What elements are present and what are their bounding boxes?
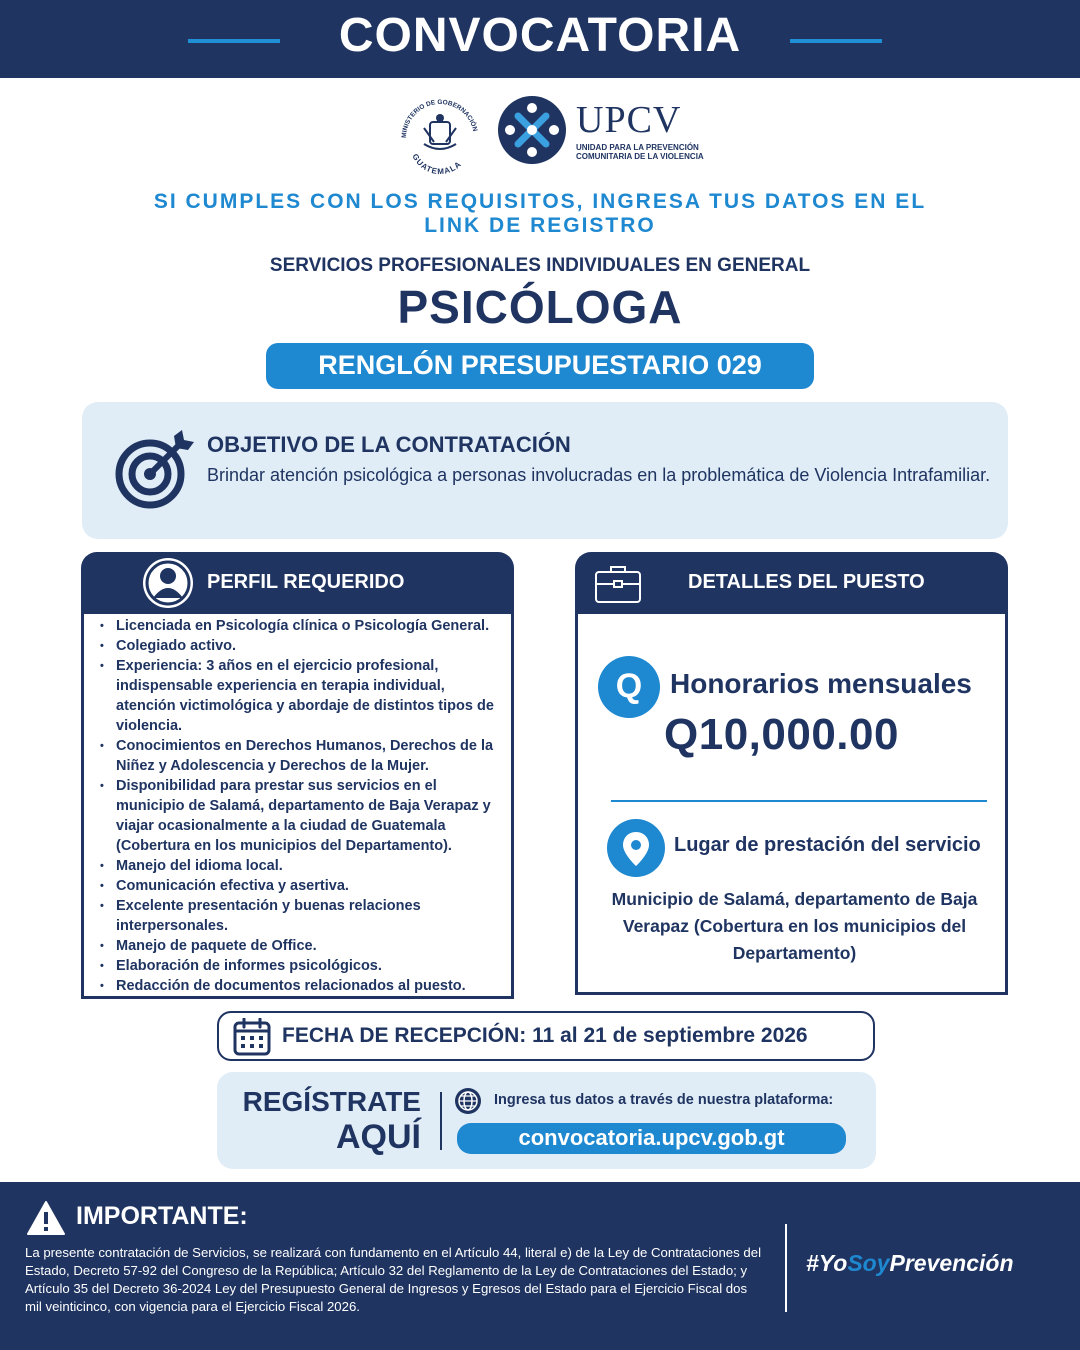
profile-item: • Experiencia: 3 años en el ejercicio profesional, indispensable experiencia en terapia individual, atención victimológica y abordaje de distintos tipos de violencia. bbox=[98, 656, 498, 736]
profile-item: • Comunicación efectiva y asertiva. bbox=[98, 876, 498, 896]
upcv-logo-mark bbox=[496, 94, 568, 166]
footer-divider bbox=[785, 1224, 787, 1312]
upcv-name: UPCV bbox=[576, 99, 682, 141]
service-type: SERVICIOS PROFESIONALES INDIVIDUALES EN GENERAL bbox=[269, 255, 811, 276]
important-text: La presente contratación de Servicios, se realizará con fundamento en el Artículo 44, literal e) de la Ley de Contrataciones del Estado, Decreto 57-92 del Congreso de la República; Artículo 32 del Reglamento de la Ley de Contrataciones del Estado; y Artículo 35 del Decreto 36-2024 Ley del Presupuesto General de Ingresos y Egresos del Estado para el Ejercicio Fiscal dos mil veinticinco, con vigencia para el Ejercicio Fiscal 2026. bbox=[25, 1245, 762, 1314]
details-divider bbox=[611, 800, 987, 802]
location-label: Lugar de prestación del servicio bbox=[674, 834, 981, 856]
location-value: Municipio de Salamá, departamento de Baja Verapaz (Cobertura en los municipios del Departamento) bbox=[611, 889, 978, 963]
fee-value: Q10,000.00 bbox=[664, 710, 899, 759]
position-title: PSICÓLOGA bbox=[397, 281, 683, 333]
profile-item: • Elaboración de informes psicológicos. bbox=[98, 956, 498, 976]
details-heading: DETALLES DEL PUESTO bbox=[688, 571, 925, 593]
registration-link[interactable]: convocatoria.upcv.gob.gt bbox=[457, 1123, 846, 1154]
logos-row bbox=[0, 88, 1080, 178]
profile-item: • Colegiado activo. bbox=[98, 636, 498, 656]
upcv-subtitle: UNIDAD PARA LA PREVENCIÓN COMUNITARIA DE LA VIOLENCIA bbox=[576, 143, 704, 161]
lead-text: SI CUMPLES CON LOS REQUISITOS, INGRESA TUS DATOS EN EL LINK DE REGISTRO bbox=[153, 190, 927, 237]
calendar-icon bbox=[233, 1018, 271, 1056]
location-pin-icon bbox=[606, 818, 666, 878]
footer-panel bbox=[0, 1182, 1080, 1350]
objective-text: Brindar atención psicológica a personas involucradas en la problemática de Violencia Intrafamiliar. bbox=[207, 465, 991, 485]
quetzal-icon: Q bbox=[598, 656, 660, 718]
budget-line-badge: RENGLÓN PRESUPUESTARIO 029 bbox=[266, 343, 814, 389]
fee-label: Honorarios mensuales bbox=[670, 668, 972, 699]
reception-date-box bbox=[217, 1011, 875, 1061]
reception-text bbox=[282, 1024, 808, 1048]
reception-label: FECHA DE RECEPCIÓN: bbox=[282, 1024, 527, 1047]
profile-item: • Excelente presentación y buenas relaciones interpersonales. bbox=[98, 896, 498, 936]
profile-item: • Redacción de documentos relacionados al puesto. bbox=[98, 976, 498, 996]
profile-card-header bbox=[81, 552, 514, 614]
profile-list bbox=[98, 616, 498, 996]
profile-item: • Licenciada en Psicología clínica o Psicología General. bbox=[98, 616, 498, 636]
globe-icon bbox=[454, 1087, 482, 1115]
svg-text:MINISTERIO DE GOBERNACIÓN: MINISTERIO DE GOBERNACIÓN bbox=[400, 98, 479, 139]
hashtag-suffix: Prevención bbox=[889, 1250, 1014, 1276]
profile-heading: PERFIL REQUERIDO bbox=[207, 571, 405, 593]
objective-heading: OBJETIVO DE LA CONTRATACIÓN bbox=[207, 432, 571, 457]
hashtag-logo bbox=[806, 1250, 1014, 1277]
target-icon bbox=[114, 430, 194, 510]
details-card-header bbox=[575, 552, 1008, 614]
register-heading-line2: AQUÍ bbox=[336, 1118, 421, 1156]
header-bar bbox=[0, 0, 1080, 78]
details-card-body bbox=[575, 614, 1008, 995]
briefcase-icon bbox=[594, 564, 642, 604]
profile-item: • Manejo de paquete de Office. bbox=[98, 936, 498, 956]
profile-item: • Conocimientos en Derechos Humanos, Derechos de la Niñez y Adolescencia y Derechos de la Mujer. bbox=[98, 736, 498, 776]
profile-item: • Disponibilidad para prestar sus servicios en el municipio de Salamá, departamento de Baja Verapaz y viajar ocasionalmente a la ciudad de Guatemala (Cobertura en los municipios del Departamento). bbox=[98, 776, 498, 856]
important-title: IMPORTANTE: bbox=[76, 1202, 248, 1230]
objective-panel bbox=[82, 402, 1008, 539]
profile-item: • Manejo del idioma local. bbox=[98, 856, 498, 876]
register-panel bbox=[217, 1072, 876, 1169]
register-divider bbox=[440, 1092, 442, 1150]
profile-card-body bbox=[81, 614, 514, 999]
svg-text:GUATEMALA: GUATEMALA bbox=[410, 152, 464, 176]
hashtag-prefix: #Yo bbox=[806, 1250, 848, 1276]
ministry-seal-logo bbox=[394, 92, 486, 176]
header-right-rule bbox=[790, 39, 882, 43]
page-title: CONVOCATORIA bbox=[338, 9, 742, 62]
register-text: Ingresa tus datos a través de nuestra plataforma: bbox=[494, 1092, 834, 1108]
register-heading-line1: REGÍSTRATE bbox=[242, 1086, 421, 1117]
reception-dates: 11 al 21 de septiembre 2026 bbox=[532, 1024, 808, 1047]
hashtag-highlight: Soy bbox=[847, 1250, 890, 1276]
user-icon bbox=[141, 556, 195, 610]
warning-icon bbox=[26, 1200, 66, 1236]
